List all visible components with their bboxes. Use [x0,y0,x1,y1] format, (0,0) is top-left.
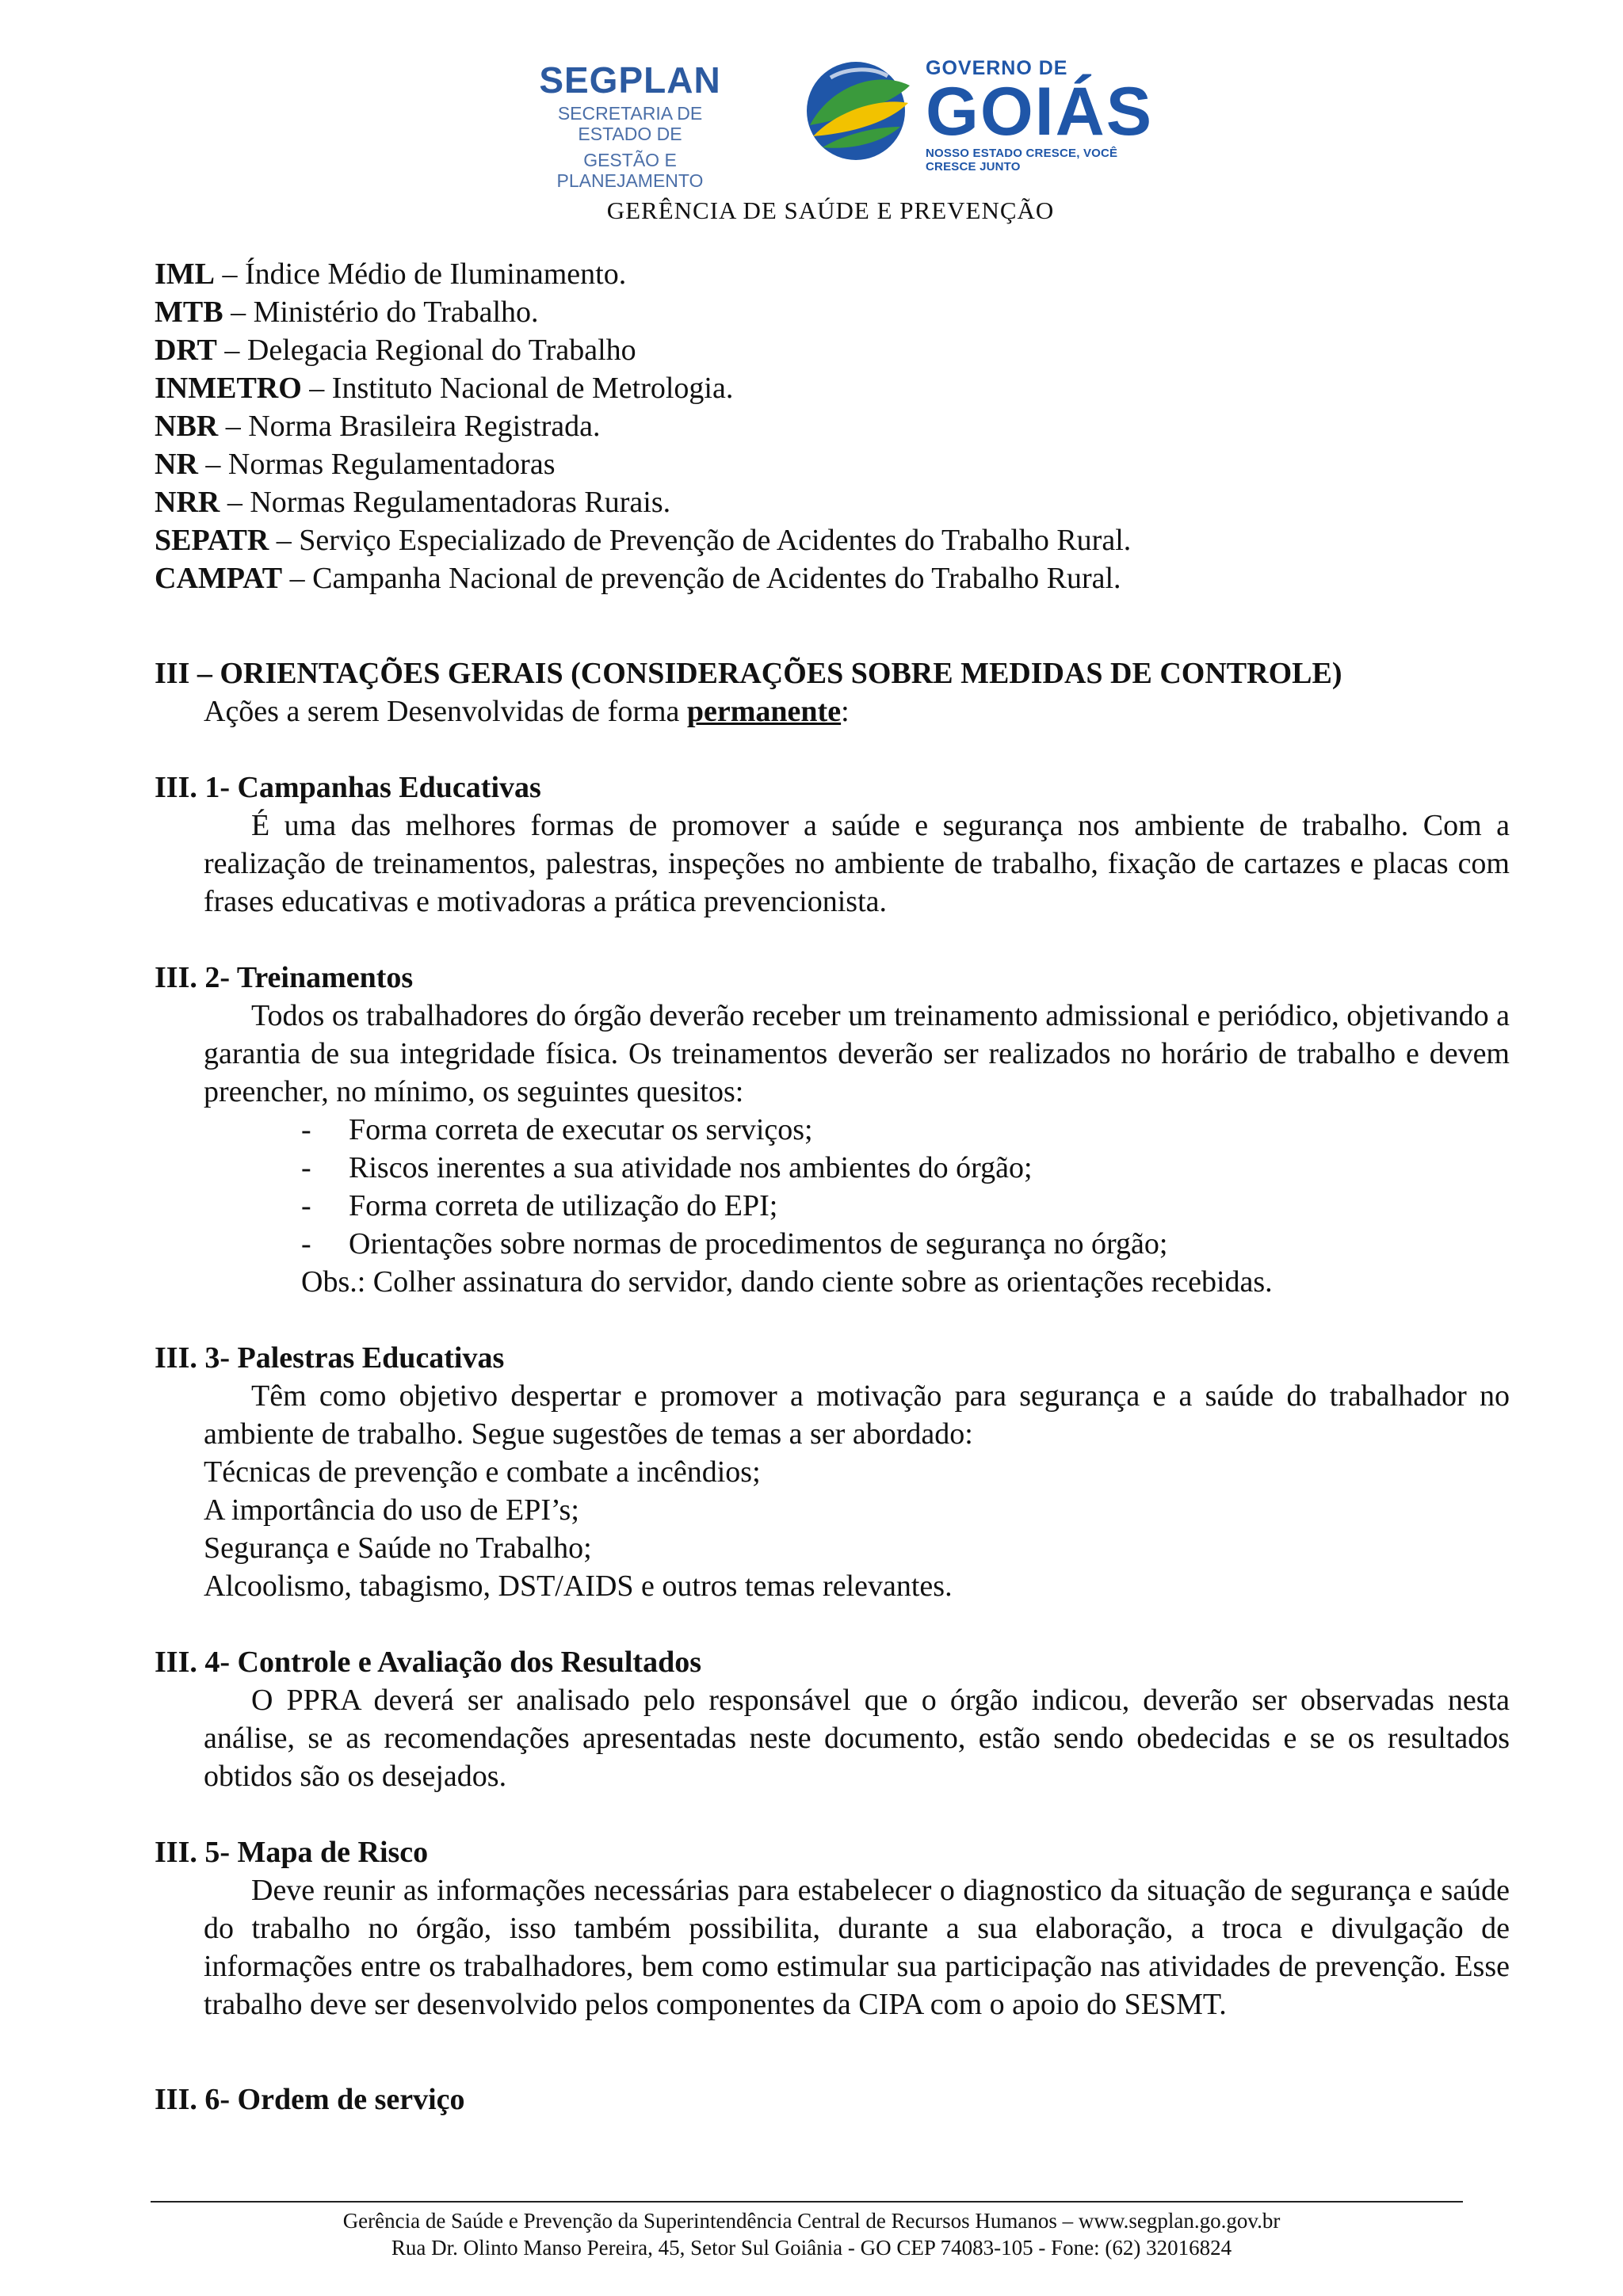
abbreviation-term: INMETRO [155,372,302,405]
footer-line-2: Rua Dr. Olinto Manso Pereira, 45, Setor Sul Goiânia - GO CEP 74083-105 - Fone: (62) 32016824 [391,2236,1232,2260]
subsection-5-body: Deve reunir as informações necessárias para estabelecer o diagnostico da situação de segurança e saúde do trabalho no órgão, isso também possibilita, durante a sua elaboração, a troca e divulgação de informações entre os trabalhadores, bem como estimular sua participação nas atividades de prevenção. Esse trabalho deve ser desenvolvido pelos componentes da CIPA com o apoio do SESMT. [204,1874,1510,2021]
department-title: GERÊNCIA DE SAÚDE E PREVENÇÃO [606,196,1055,224]
abbreviation-item [155,445,1510,483]
subsection-5-text [155,1871,1510,2023]
list-item: - Forma correta de executar os serviços; [301,1113,813,1146]
subsection-3-body: Têm como objetivo despertar e promover a motivação para segurança e a saúde do trabalhador no ambiente de trabalho. Segue sugestões de temas a ser abordado: [204,1379,1510,1451]
list-item-text: Forma correta de utilização do EPI; [349,1189,778,1222]
subsection-2-title: III. 2- Treinamentos [155,961,414,994]
abbreviation-desc: – Normas Regulamentadoras [197,448,556,481]
footer-divider [151,2201,1463,2203]
list-item-text: Forma correta de executar os serviços; [349,1113,813,1146]
abbreviation-desc: – Delegacia Regional do Trabalho [216,334,636,367]
abbreviation-item [155,369,1510,407]
goias-top-text: GOVERNO DE [926,57,1068,79]
training-requirements-list [155,1111,1510,1263]
subsection-3-title: III. 3- Palestras Educativas [155,1341,505,1375]
goias-logo [799,51,1154,174]
abbreviation-desc: – Instituto Nacional de Metrologia. [301,372,734,405]
abbreviation-desc: – Ministério do Trabalho. [223,296,539,329]
subsection-2-text [155,997,1510,1111]
section-3-title: III – ORIENTAÇÕES GERAIS (CONSIDERAÇÕES SOBRE MEDIDAS DE CONTROLE) [155,657,1342,690]
lecture-topic: A importância do uso de EPI’s; [204,1493,579,1527]
page-footer [0,2207,1623,2261]
subsection-2-body: Todos os trabalhadores do órgão deverão receber um treinamento admissional e periódico, objetivando a garantia de sua integridade física. Os treinamentos deverão ser realizados no horário de trabalho e devem preencher, no mínimo, os seguintes quesitos: [204,999,1510,1108]
abbreviation-item [155,483,1510,521]
subsection-5-title: III. 5- Mapa de Risco [155,1836,429,1869]
abbreviation-term: IML [155,257,215,291]
subsection-1-text [155,807,1510,921]
abbreviation-item [155,559,1510,597]
abbreviation-item [155,293,1510,331]
goias-slogan: NOSSO ESTADO CRESCE, VOCÊ CRESCE JUNTO [926,146,1118,174]
subsection-4-body: O PPRA deverá ser analisado pelo responsável que o órgão indicou, deverão ser observadas nesta análise, se as recomendações apresentadas neste documento, estão sendo obedecidas e se os resultados obtidos são os desejados. [204,1684,1510,1793]
abbreviation-term: NBR [155,410,219,443]
segplan-brand: SEGPLAN [539,59,721,101]
section-3-intro-suffix: : [841,695,850,728]
goias-globe-icon [799,54,918,165]
abbreviation-term: NRR [155,486,220,519]
document-body [155,255,1510,2119]
subsection-3-text [155,1377,1510,1453]
lecture-topic: Técnicas de prevenção e combate a incêndios; [204,1455,761,1489]
abbreviation-term: CAMPAT [155,562,283,595]
list-item: - Orientações sobre normas de procedimentos de segurança no órgão; [301,1227,1168,1261]
segplan-subtitle-line2: GESTÃO E PLANEJAMENTO [556,149,704,192]
segplan-logo [519,59,741,192]
footer-line-1: Gerência de Saúde e Prevenção da Superintendência Central de Recursos Humanos – www.segplan.go.gov.br [342,2209,1281,2233]
training-observation: Obs.: Colher assinatura do servidor, dando ciente sobre as orientações recebidas. [301,1265,1273,1299]
abbreviation-desc: – Normas Regulamentadoras Rurais. [220,486,671,519]
list-item: - Riscos inerentes a sua atividade nos ambientes do órgão; [301,1151,1033,1184]
abbreviation-item [155,407,1510,445]
abbreviation-item [155,521,1510,559]
list-item-text: Riscos inerentes a sua atividade nos ambientes do órgão; [349,1151,1033,1184]
section-3-intro [155,692,1510,730]
list-item: - Forma correta de utilização do EPI; [301,1189,778,1222]
list-item-text: Orientações sobre normas de procedimentos de segurança no órgão; [349,1227,1168,1261]
lecture-topic: Segurança e Saúde no Trabalho; [204,1531,592,1565]
section-3-intro-text: Ações a serem Desenvolvidas de forma [204,695,687,728]
abbreviation-desc: – Norma Brasileira Registrada. [218,410,601,443]
abbreviation-term: NR [155,448,198,481]
abbreviation-desc: – Índice Médio de Iluminamento. [215,257,627,291]
section-3-intro-emphasis: permanente [686,695,842,728]
abbreviation-desc: – Campanha Nacional de prevenção de Acidentes do Trabalho Rural. [282,562,1121,595]
abbreviation-term: DRT [155,334,217,367]
abbreviation-item [155,331,1510,369]
goias-name: GOIÁS [926,74,1154,150]
subsection-4-title: III. 4- Controle e Avaliação dos Resultados [155,1646,702,1679]
subsection-4-text [155,1681,1510,1795]
abbreviation-item [155,255,1510,293]
abbreviation-term: MTB [155,296,223,329]
subsection-1-title: III. 1- Campanhas Educativas [155,771,541,804]
subsection-6-title: III. 6- Ordem de serviço [155,2083,465,2116]
abbreviation-term: SEPATR [155,524,269,557]
subsection-1-body: É uma das melhores formas de promover a saúde e segurança nos ambiente de trabalho. Com a realização de treinamentos, palestras, inspeções no ambiente de trabalho, fixação de cartazes e placas com frases educativas e motivadoras a prática prevencionista. [204,809,1510,918]
abbreviation-list [155,255,1510,597]
segplan-subtitle-line1: SECRETARIA DE ESTADO DE [557,103,703,145]
lecture-topic: Alcoolismo, tabagismo, DST/AIDS e outros temas relevantes. [204,1569,953,1603]
abbreviation-desc: – Serviço Especializado de Prevenção de Acidentes do Trabalho Rural. [269,524,1132,557]
